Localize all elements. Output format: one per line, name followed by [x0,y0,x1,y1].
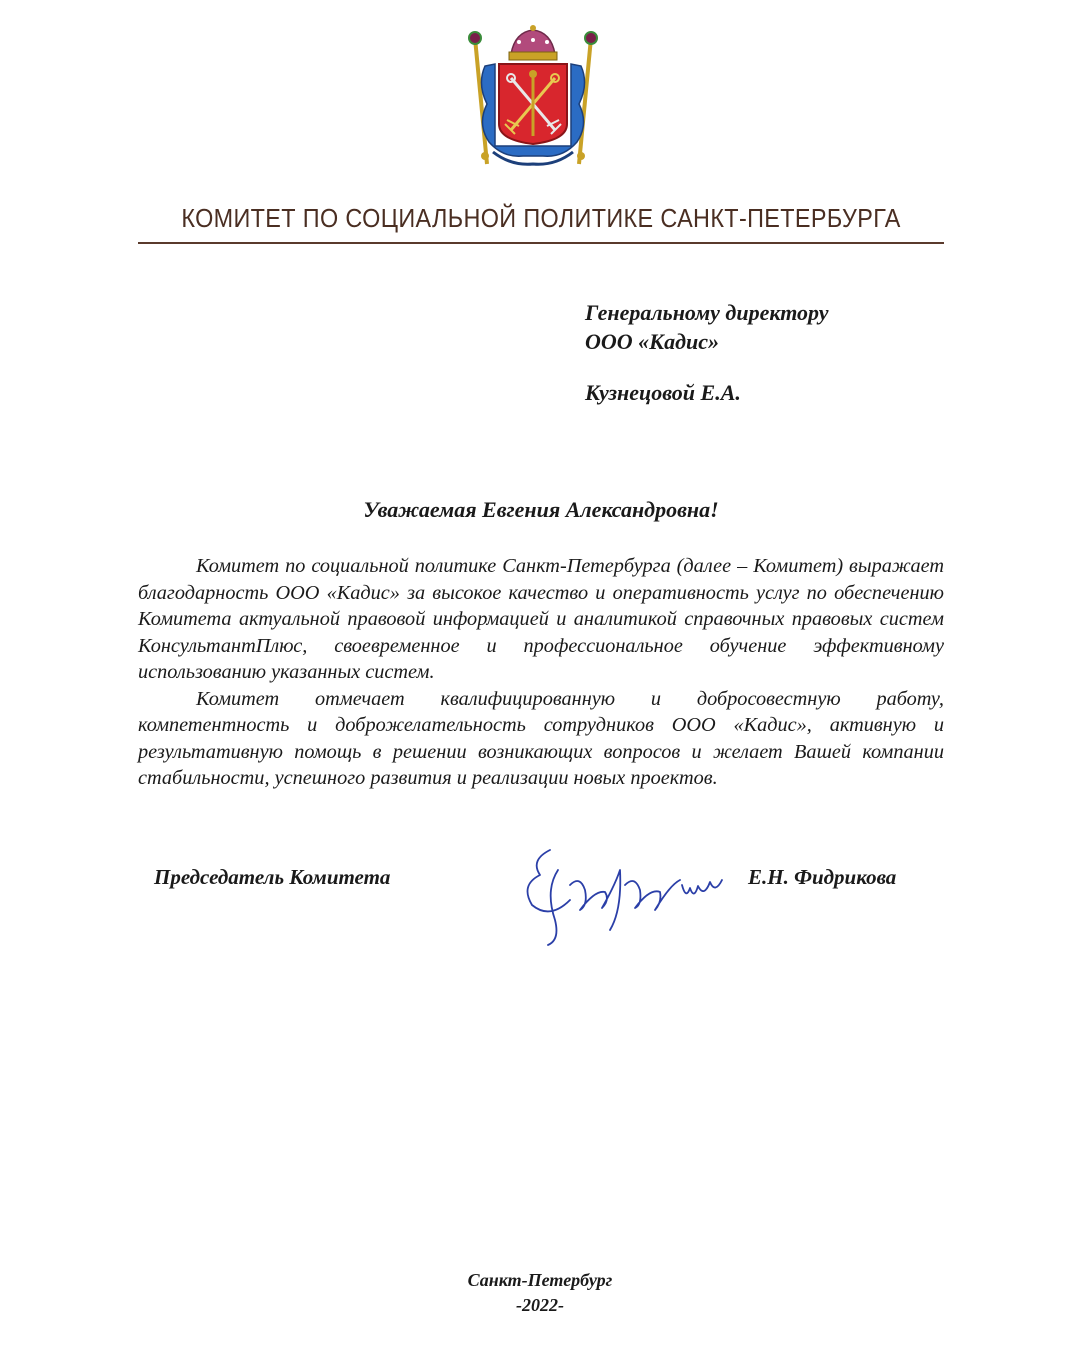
handwritten-signature-icon [510,830,740,950]
addressee-name: Кузнецовой Е.А. [585,380,741,405]
footer-year: -2022- [516,1295,564,1315]
organization-title: КОМИТЕТ ПО СОЦИАЛЬНОЙ ПОЛИТИКЕ САНКТ-ПЕТЕРБУРГА [181,203,901,233]
footer-city: Санкт-Петербург [467,1270,613,1290]
saint-petersburg-coat-of-arms-icon [463,24,603,174]
body-paragraph: Комитет отмечает квалифицированную и добросовестную работу, компетентность и доброжелательность сотрудников ООО «Кадис», активную и результативную помощь в решении возникающих вопросов и желает Вашей компании стабильности, успешного развития и реализации новых проектов. [138,687,944,789]
body-paragraph: Комитет по социальной политике Санкт-Петербурга (далее – Комитет) выражает благодарность ООО «Кадис» за высокое качество и оперативность услуг по обеспечению Комитета актуальной правовой информацией и аналитикой справочных правовых систем КонсультантПлюс, своевременное и профессиональное обучение эффективному использованию указанных систем. [138,555,944,683]
signatory-name: Е.Н. Фидрикова [748,865,897,889]
header-divider [138,242,944,244]
addressee-position: Генеральному директору [585,300,829,325]
addressee-company: ООО «Кадис» [585,329,719,354]
letter-body [138,553,944,792]
greeting: Уважаемая Евгения Александровна! [363,497,719,522]
addressee-spacer [585,356,945,378]
addressee-block [585,298,945,407]
signatory-title: Председатель Комитета [154,865,391,889]
